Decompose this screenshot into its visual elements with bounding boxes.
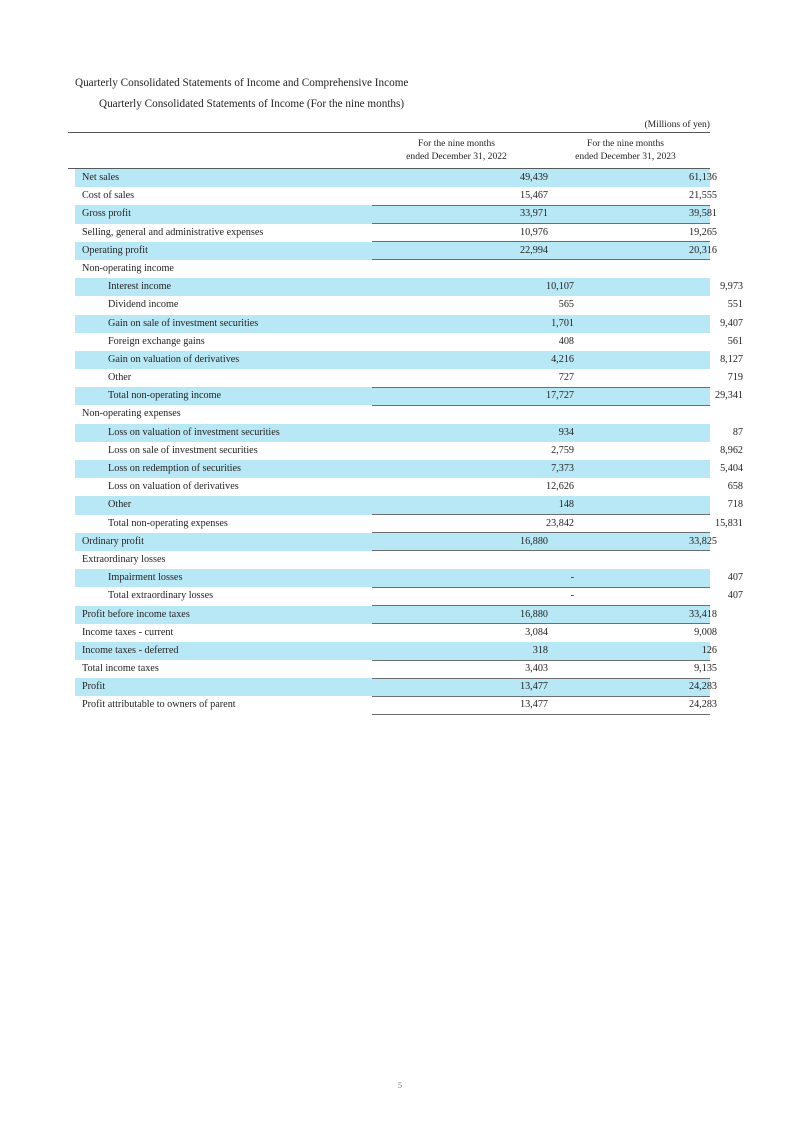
row-label: Loss on sale of investment securities: [108, 444, 258, 456]
column-header-fy2023-line1: For the nine months: [586, 138, 664, 150]
row-rule-bottom: [372, 387, 710, 388]
table-row: [68, 696, 717, 714]
row-value-fy2023: 9,973: [720, 281, 743, 293]
row-label: Dividend income: [108, 299, 179, 311]
row-label: Loss on redemption of securities: [108, 463, 241, 474]
table-row: [68, 678, 717, 696]
row-value-fy2022: 10,976: [519, 226, 548, 238]
row-label: Gross profit: [82, 208, 131, 220]
page-title: Quarterly Consolidated Statements of Income and Comprehensive Income: [75, 77, 409, 89]
row-label: Gain on valuation of derivatives: [108, 353, 240, 365]
row-value-fy2022: 17,727: [545, 390, 574, 402]
table-row: [68, 569, 743, 587]
row-rule-top: [372, 241, 710, 242]
row-label: Operating profit: [82, 244, 148, 256]
row-label: Profit before income taxes: [82, 608, 190, 620]
row-label: Total non-operating expenses: [108, 517, 228, 529]
row-value-fy2023: 561: [727, 335, 743, 347]
column-header-fy2022-line1: For the nine months: [417, 138, 495, 150]
row-rule-bottom: [372, 405, 710, 406]
units-note: (Millions of yen): [644, 119, 710, 130]
row-label: Other: [108, 499, 132, 511]
row-value-fy2022: 16,880: [519, 608, 548, 620]
row-label: Extraordinary losses: [82, 553, 166, 565]
row-label: Cost of sales: [82, 190, 135, 202]
row-value-fy2023: 19,265: [688, 226, 717, 238]
row-value-fy2023: 39,581: [688, 208, 717, 220]
row-value-fy2023: 33,418: [688, 608, 717, 620]
row-rule-bottom: [372, 660, 710, 661]
row-value-fy2023: 61,136: [688, 172, 717, 183]
table-row: [68, 533, 717, 551]
row-label: Foreign exchange gains: [108, 335, 205, 347]
row-label: Income taxes - current: [82, 626, 174, 638]
row-label: Total income taxes: [82, 663, 159, 675]
table-row: [68, 351, 743, 369]
table-row: [68, 296, 743, 314]
income-statement-table: [68, 132, 743, 715]
section-title: Quarterly Consolidated Statements of Income (For the nine months): [99, 98, 405, 110]
row-value-fy2023: 9,008: [694, 626, 717, 638]
row-rule-bottom: [372, 696, 710, 697]
row-value-fy2023: 126: [701, 644, 717, 656]
row-rule-bottom: [372, 514, 710, 515]
row-value-fy2022: 7,373: [551, 463, 574, 474]
row-rule-bottom: [372, 550, 710, 551]
table-row: [68, 478, 743, 496]
table-row: [68, 224, 717, 242]
table-row: [68, 496, 743, 514]
table-row: [68, 405, 710, 423]
table-row: [68, 442, 743, 460]
row-value-fy2022: 22,994: [519, 244, 548, 256]
table-row: [68, 606, 717, 624]
row-label: Total extraordinary losses: [108, 590, 214, 602]
table-row: [68, 515, 743, 533]
row-value-fy2022: 3,084: [525, 626, 548, 638]
table-row: [68, 660, 717, 678]
table-row: [68, 587, 743, 605]
row-label: Interest income: [108, 281, 172, 293]
table-row: [68, 387, 743, 405]
row-value-fy2023: 20,316: [688, 244, 717, 256]
table-row: [68, 260, 710, 278]
row-value-fy2023: 718: [727, 499, 743, 511]
table-row: [68, 205, 717, 223]
row-label: Profit: [82, 681, 106, 693]
row-value-fy2023: 9,135: [694, 663, 717, 675]
row-value-fy2023: 15,831: [714, 517, 743, 529]
row-label: Net sales: [82, 172, 120, 183]
row-value-fy2023: 407: [727, 572, 743, 584]
row-value-fy2022: -: [570, 572, 574, 584]
row-value-fy2023: 8,962: [720, 444, 743, 456]
table-header-row: [68, 133, 710, 168]
row-value-fy2022: 3,403: [525, 663, 548, 675]
row-value-fy2022: 2,759: [551, 444, 574, 456]
table-body: [68, 169, 743, 715]
row-value-fy2023: 24,283: [688, 699, 717, 711]
row-rule-bottom: [372, 259, 710, 260]
row-value-fy2023: 24,283: [688, 681, 717, 693]
row-value-fy2022: 1,701: [551, 317, 574, 329]
table-row: [68, 424, 743, 442]
row-value-fy2022: 16,880: [519, 535, 548, 547]
row-value-fy2022: 148: [558, 499, 574, 511]
row-value-fy2023: 407: [727, 590, 743, 602]
column-header-fy2022-line2: ended December 31, 2022: [406, 150, 507, 162]
row-value-fy2022: 10,107: [545, 281, 574, 293]
row-value-fy2023: 9,407: [720, 317, 743, 329]
column-header-fy2022: [372, 138, 541, 163]
row-value-fy2022: 12,626: [545, 481, 574, 493]
row-value-fy2022: 15,467: [519, 190, 548, 202]
column-header-fy2023: [541, 138, 710, 163]
row-value-fy2023: 33,825: [688, 535, 717, 547]
row-label: Profit attributable to owners of parent: [82, 699, 236, 711]
table-row: [68, 369, 743, 387]
row-rule-bottom: [372, 223, 710, 224]
row-rule-bottom: [372, 714, 710, 715]
table-row: [68, 460, 743, 478]
row-value-fy2022: 33,971: [519, 208, 548, 220]
row-value-fy2023: 8,127: [720, 353, 743, 365]
row-value-fy2022: 318: [532, 644, 548, 656]
row-value-fy2023: 29,341: [714, 390, 743, 402]
row-value-fy2022: 13,477: [519, 699, 548, 711]
row-value-fy2023: 719: [727, 372, 743, 384]
row-label: Loss on valuation of derivatives: [108, 481, 239, 493]
row-label: Other: [108, 372, 132, 384]
row-value-fy2022: 23,842: [545, 517, 574, 529]
row-value-fy2023: 658: [727, 481, 743, 493]
column-header-fy2023-line2: ended December 31, 2023: [575, 150, 676, 162]
row-value-fy2022: 727: [558, 372, 574, 384]
row-rule-bottom: [372, 678, 710, 679]
row-label: Total non-operating income: [108, 390, 222, 402]
row-label: Non-operating income: [82, 262, 174, 274]
row-value-fy2023: 21,555: [688, 190, 717, 202]
row-label: Selling, general and administrative expenses: [82, 226, 264, 238]
table-row: [68, 624, 717, 642]
table-row: [68, 169, 717, 187]
row-label: Loss on valuation of investment securities: [108, 426, 280, 438]
row-value-fy2022: 49,439: [519, 172, 548, 183]
row-value-fy2022: 565: [558, 299, 574, 311]
row-label: Ordinary profit: [82, 535, 144, 547]
row-value-fy2022: 408: [558, 335, 574, 347]
row-value-fy2022: 934: [558, 426, 574, 438]
table-row: [68, 187, 717, 205]
row-rule-bottom: [372, 532, 710, 533]
table-row: [68, 642, 717, 660]
row-label: Non-operating expenses: [82, 408, 181, 420]
row-rule-top: [372, 205, 710, 206]
table-row: [68, 278, 743, 296]
row-rule-bottom: [372, 605, 710, 606]
page-number: 5: [398, 1081, 402, 1090]
row-value-fy2023: 5,404: [720, 463, 743, 474]
row-value-fy2023: 551: [727, 299, 743, 311]
row-value-fy2022: -: [570, 590, 574, 602]
row-value-fy2022: 13,477: [519, 681, 548, 693]
table-row: [68, 333, 743, 351]
row-value-fy2023: 87: [732, 426, 743, 438]
row-label: Gain on sale of investment securities: [108, 317, 259, 329]
row-label: Income taxes - deferred: [82, 644, 179, 656]
row-label: Impairment losses: [108, 572, 183, 584]
row-rule-bottom: [372, 623, 710, 624]
table-row: [68, 315, 743, 333]
table-row: [68, 551, 710, 569]
row-rule-bottom: [372, 587, 710, 588]
table-row: [68, 242, 717, 260]
row-value-fy2022: 4,216: [551, 353, 574, 365]
